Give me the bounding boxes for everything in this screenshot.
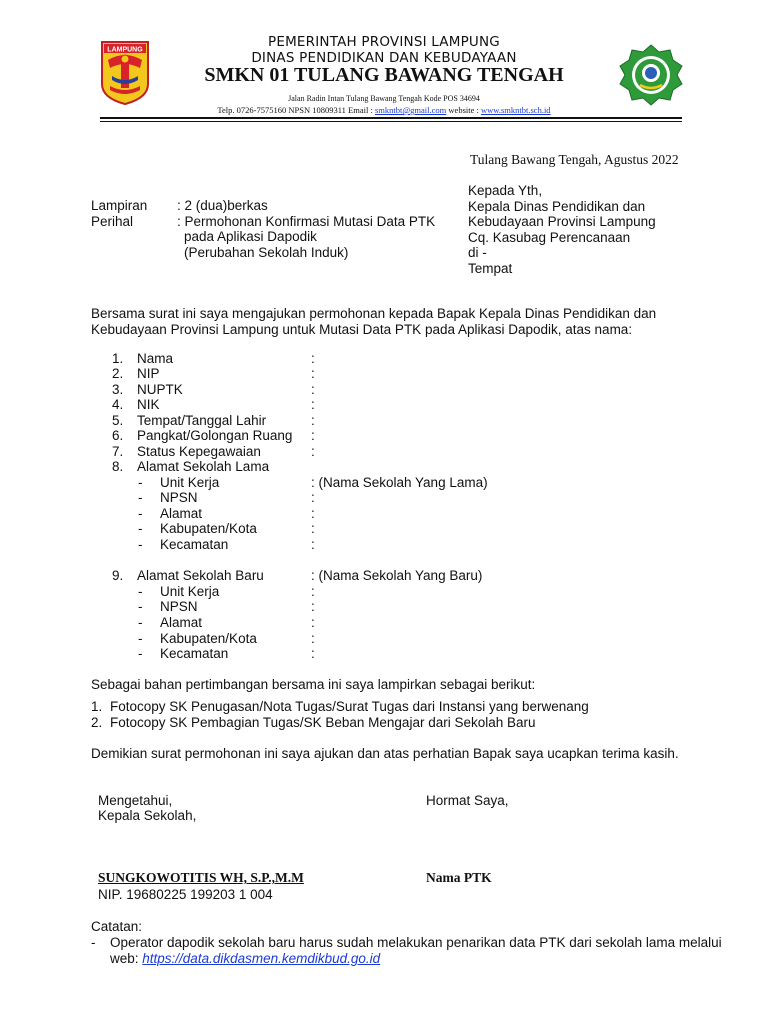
website-link[interactable]: www.smkntbt.sch.id — [480, 105, 551, 115]
field-value: : — [311, 599, 315, 614]
addressee-line: Kepada Yth, — [468, 183, 543, 198]
field-label: Kabupaten/Kota — [160, 631, 257, 646]
attachment-number: 2. — [91, 715, 103, 730]
field-value: : — [311, 351, 315, 366]
field-label: Alamat Sekolah Lama — [137, 459, 270, 474]
field-label: Kecamatan — [160, 646, 229, 661]
perihal-line: : Permohonan Konfirmasi Mutasi Data PTK — [177, 214, 436, 229]
field-value: : — [311, 490, 315, 505]
bullet-dash: - — [138, 615, 143, 630]
note-line2 — [110, 951, 380, 967]
website-label: website : — [446, 105, 481, 115]
addressee-block — [468, 183, 656, 276]
field-label: NIP — [137, 366, 160, 381]
dapodik-url-link[interactable]: https://data.dikdasmen.kemdikbud.go.id — [142, 951, 381, 966]
field-number: 2. — [112, 366, 124, 381]
field-value: : — [311, 382, 315, 397]
header-divider-thick — [100, 117, 682, 119]
note-line: Operator dapodik sekolah baru harus sudah melakukan penarikan data PTK dari sekolah lama melalui — [110, 935, 722, 950]
lampiran-label: Lampiran — [91, 198, 148, 213]
field-number: 4. — [112, 397, 124, 412]
bullet-dash: - — [138, 521, 143, 536]
field-value: : — [311, 646, 315, 661]
field-value: : — [311, 397, 315, 412]
perihal-line: pada Aplikasi Dapodik — [184, 229, 317, 244]
field-label: Alamat — [160, 506, 203, 521]
attachment-item: Fotocopy SK Pembagian Tugas/SK Beban Mengajar dari Sekolah Baru — [110, 715, 536, 730]
school-address: Jalan Radin Intan Tulang Bawang Tengah Kode POS 34694 — [288, 94, 480, 103]
field-value: : — [311, 584, 315, 599]
field-label: Alamat — [160, 615, 203, 630]
field-number: 9. — [112, 568, 124, 583]
field-value: : — [311, 413, 315, 428]
place-date: Tulang Bawang Tengah, Agustus 2022 — [470, 152, 679, 167]
header-divider-thin — [100, 121, 682, 122]
field-label: NUPTK — [137, 382, 183, 397]
field-value: : — [311, 631, 315, 646]
bullet-dash: - — [138, 506, 143, 521]
bullet-dash: - — [138, 475, 143, 490]
bullet-dash: - — [138, 646, 143, 661]
perihal-label: Perihal — [91, 214, 134, 229]
field-value: : — [311, 521, 315, 536]
addressee-line: Kepala Dinas Pendidikan dan — [468, 198, 646, 214]
addressee-line: Cq. Kasubag Perencanaan — [468, 229, 631, 245]
field-label: Kabupaten/Kota — [160, 521, 257, 536]
addressee-line: Tempat — [468, 260, 513, 276]
field-label: NPSN — [160, 490, 198, 505]
field-value: : — [311, 506, 315, 521]
field-number: 7. — [112, 444, 124, 459]
field-number: 8. — [112, 459, 124, 474]
attachment-intro: Sebagai bahan pertimbangan bersama ini saya lampirkan sebagai berikut: — [91, 677, 536, 692]
field-value: : — [311, 615, 315, 630]
note-title: Catatan: — [91, 919, 143, 934]
bullet-dash: - — [138, 537, 143, 552]
logo-left-text: LAMPUNG — [107, 46, 143, 54]
bullet-dash: - — [138, 599, 143, 614]
field-label: NIK — [137, 397, 160, 412]
attachment-number: 1. — [91, 699, 103, 714]
field-label: Unit Kerja — [160, 584, 220, 599]
field-number: 1. — [112, 351, 124, 366]
lampiran-value: : 2 (dua)berkas — [177, 198, 268, 213]
field-label: NPSN — [160, 599, 198, 614]
intro-line: Bersama surat ini saya mengajukan permohonan kepada Bapak Kepala Dinas Pendidikan dan — [91, 306, 657, 321]
closing-sentence: Demikian surat permohonan ini saya ajukan dan atas perhatian Bapak saya ucapkan terima kasih. — [91, 746, 679, 761]
field-label: Kecamatan — [160, 537, 229, 552]
bullet-dash: - — [138, 584, 143, 599]
header-line-department: DINAS PENDIDIKAN DAN KEBUDAYAAN — [251, 50, 517, 66]
addressee-line: Kebudayaan Provinsi Lampung — [468, 214, 656, 229]
field-label: Alamat Sekolah Baru — [137, 568, 264, 583]
header-line-government: PEMERINTAH PROVINSI LAMPUNG — [268, 34, 500, 50]
sign-left-line1: Mengetahui, — [98, 793, 173, 808]
field-label: Status Kepegawaian — [137, 444, 261, 459]
field-value: : (Nama Sekolah Yang Lama) — [311, 475, 488, 490]
field-number: 5. — [112, 413, 124, 428]
field-label: Unit Kerja — [160, 475, 220, 490]
intro-line: Kebudayaan Provinsi Lampung untuk Mutasi Data PTK pada Aplikasi Dapodik, atas nama: — [91, 322, 633, 337]
principal-name: SUNGKOWOTITIS WH, S.P.,M.M — [98, 870, 304, 885]
field-value: : (Nama Sekolah Yang Baru) — [311, 568, 483, 583]
principal-nip: NIP. 19680225 199203 1 004 — [98, 887, 273, 902]
bullet-dash: - — [138, 490, 143, 505]
email-link[interactable]: smkntbt@gmail.com — [374, 105, 447, 115]
note-web-label: web: — [110, 951, 143, 966]
attachment-item: Fotocopy SK Penugasan/Nota Tugas/Surat Tugas dari Instansi yang berwenang — [110, 699, 589, 714]
school-name: SMKN 01 TULANG BAWANG TENGAH — [204, 64, 564, 86]
field-number: 6. — [112, 428, 124, 443]
field-label: Pangkat/Golongan Ruang — [137, 428, 293, 443]
addressee-line: di - — [468, 245, 487, 260]
perihal-line: (Perubahan Sekolah Induk) — [184, 245, 349, 260]
note-dash: - — [91, 935, 96, 950]
field-number: 3. — [112, 382, 124, 397]
field-value: : — [311, 444, 315, 459]
bullet-dash: - — [138, 631, 143, 646]
sign-left-line2: Kepala Sekolah, — [98, 808, 197, 823]
sign-right-line1: Hormat Saya, — [426, 793, 509, 808]
field-label: Tempat/Tanggal Lahir — [137, 413, 267, 428]
field-value: : — [311, 366, 315, 381]
field-label: Nama — [137, 351, 174, 366]
field-value: : — [311, 537, 315, 552]
ptk-name: Nama PTK — [426, 870, 492, 885]
field-value: : — [311, 428, 315, 443]
contact-info: Telp. 0726-7575160 NPSN 10809311 Email : — [217, 105, 375, 115]
